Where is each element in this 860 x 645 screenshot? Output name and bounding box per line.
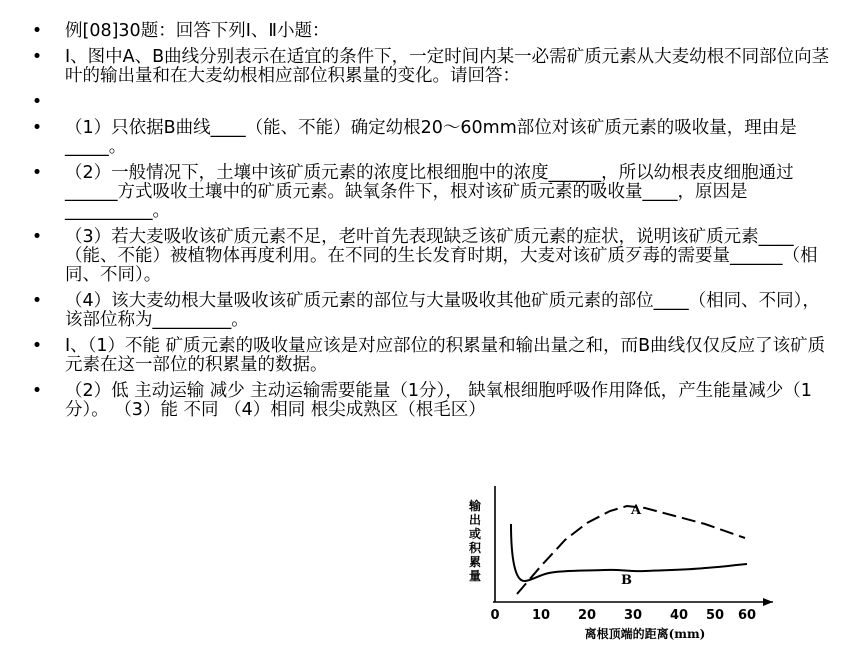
curve-a-label: A bbox=[631, 503, 642, 518]
x-tick-label: 0 bbox=[490, 608, 500, 623]
curve-figure bbox=[445, 478, 780, 645]
bullet-dot-icon: • bbox=[31, 381, 43, 401]
x-tick-label: 30 bbox=[623, 608, 643, 623]
x-tick-label: 10 bbox=[531, 608, 551, 623]
curve-figure-svg bbox=[445, 478, 780, 645]
bullet-list bbox=[30, 22, 830, 427]
bullet-item bbox=[30, 337, 830, 375]
x-axis-arrow-icon bbox=[763, 598, 773, 606]
bullet-dot-icon: • bbox=[31, 336, 43, 356]
y-axis-label-char: 积 bbox=[468, 541, 482, 555]
bullet-text: 例[08]30题：回答下列Ⅰ、Ⅱ小题： bbox=[65, 21, 330, 41]
x-axis-label: 离根顶端的距离(mm) bbox=[584, 627, 706, 641]
bullet-item bbox=[30, 22, 830, 41]
bullet-text: （4）该大麦幼根大量吸收该矿质元素的部位与大量吸收其他矿质元素的部位____（相同、不同），该部位称为_________。 bbox=[65, 291, 820, 330]
y-axis-label-char: 出 bbox=[468, 513, 482, 527]
y-axis-label-char: 或 bbox=[468, 527, 482, 541]
y-axis-label-char: 输 bbox=[468, 499, 482, 513]
bullet-item bbox=[30, 48, 830, 86]
bullet-dot-icon: • bbox=[31, 21, 43, 41]
y-axis-label-char: 量 bbox=[468, 569, 482, 583]
bullet-text: Ⅰ、图中A、B曲线分别表示在适宜的条件下，一定时间内某一必需矿质元素从大麦幼根不同部位向茎叶的输出量和在大麦幼根相应部位积累量的变化。请回答： bbox=[65, 47, 830, 86]
y-axis-label bbox=[468, 498, 482, 583]
bullet-text: （1）只依据B曲线____（能、不能）确定幼根20～60mm部位对该矿质元素的吸收量，理由是_____。 bbox=[65, 118, 797, 157]
bullet-dot-icon: • bbox=[31, 291, 43, 311]
bullet-dot-icon: • bbox=[31, 47, 43, 67]
bullet-item bbox=[30, 228, 830, 285]
bullet-item-empty bbox=[30, 93, 830, 112]
bullet-text: （3）若大麦吸收该矿质元素不足，老叶首先表现缺乏该矿质元素的症状，说明该矿质元素____（能、不能）被植物体再度利用。在不同的生长发育时期，大麦对该矿质歹毒的需要量______（相同、不同）。 bbox=[65, 227, 818, 285]
bullet-item bbox=[30, 164, 830, 221]
bullet-dot-icon: • bbox=[31, 118, 43, 138]
bullet-item bbox=[30, 119, 830, 157]
bullet-text: （2）一般情况下，土壤中该矿质元素的浓度比根细胞中的浓度______，所以幼根表皮细胞通过______方式吸收土壤中的矿质元素。缺氧条件下，根对该矿质元素的吸收量____，原因是__________。 bbox=[65, 163, 794, 221]
x-tick-label: 40 bbox=[669, 608, 689, 623]
curve-b-label: B bbox=[621, 573, 632, 588]
bullet-item bbox=[30, 292, 830, 330]
x-tick-labels bbox=[490, 608, 756, 623]
y-axis-label-char: 累 bbox=[468, 555, 482, 569]
x-tick-label: 50 bbox=[705, 608, 725, 623]
bullet-item bbox=[30, 382, 830, 420]
bullet-text: （2）低 主动运输 减少 主动运输需要能量（1分）， 缺氧根细胞呼吸作用降低，产生能量减少（1分）。 （3）能 不同 （4）相同 根尖成熟区（根毛区） bbox=[65, 381, 812, 420]
bullet-dot-icon: • bbox=[31, 227, 43, 247]
x-tick-label: 60 bbox=[737, 608, 757, 623]
bullet-text: Ⅰ、（1）不能 矿质元素的吸收量应该是对应部位的积累量和输出量之和，而B曲线仅仅反应了该矿质元素在这一部位的积累量的数据。 bbox=[65, 336, 826, 375]
bullet-dot-icon: • bbox=[31, 92, 43, 112]
bullet-dot-icon: • bbox=[31, 163, 43, 183]
x-tick-label: 20 bbox=[577, 608, 597, 623]
